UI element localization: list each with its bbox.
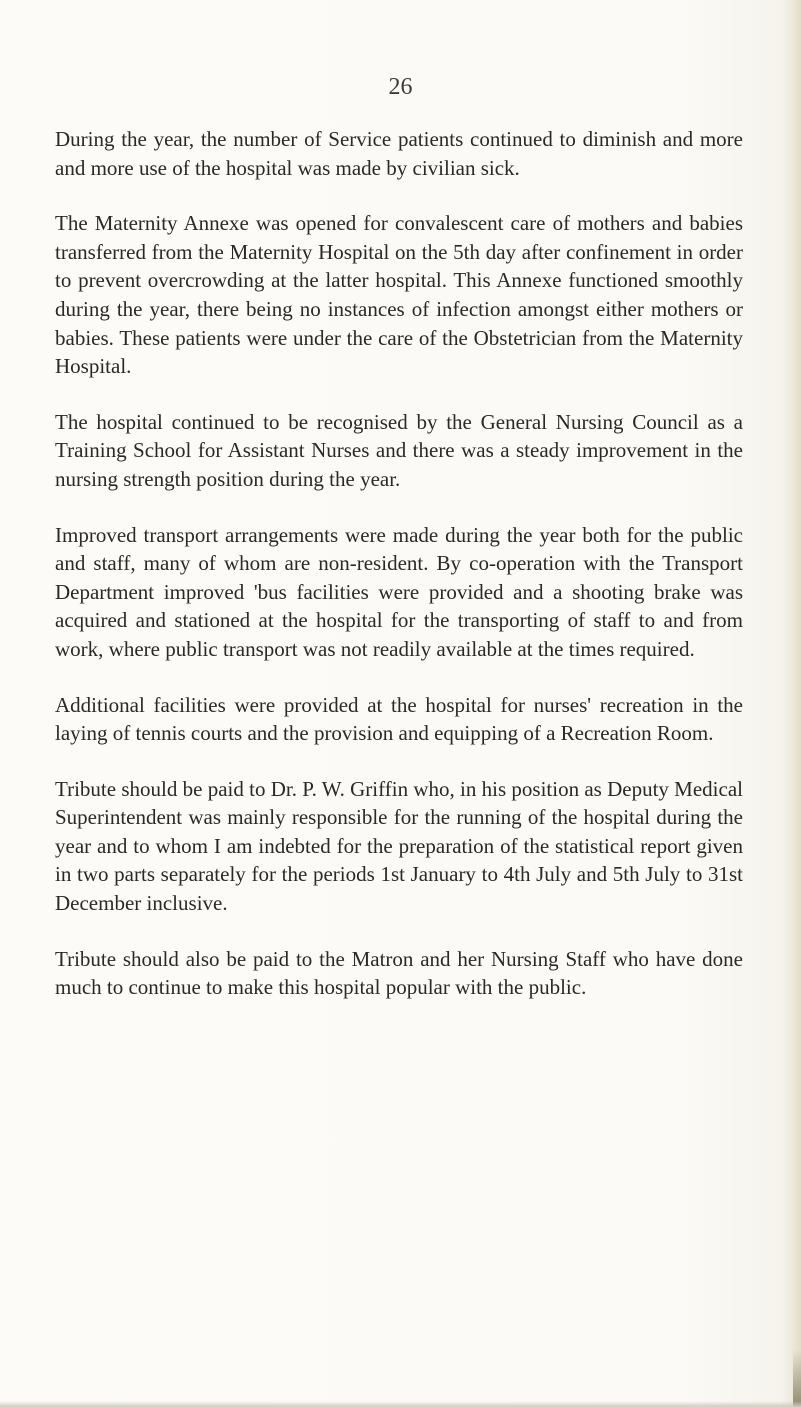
paragraph-nursing-council: The hospital continued to be recognised by the General Nursing Council as a Training School for Assistant Nurses and there was a steady improvement in the nursing strength position during the year. bbox=[55, 409, 743, 491]
page-edge-shadow bbox=[781, 0, 801, 1407]
page-bottom-edge bbox=[0, 1401, 801, 1407]
paragraph-recreation: Additional facilities were provided at the hospital for nurses' recreation in the laying of tennis courts and the provision and equipping of a Recreation Room. bbox=[55, 692, 743, 746]
page-edge-mark bbox=[793, 1350, 801, 1407]
paragraph-maternity-annexe: The Maternity Annexe was opened for convalescent care of mothers and babies transferred from the Maternity Hospital on the 5th day after confinement in order to prevent overcrowding at the latter hospital. This Annexe functioned smoothly during the year, there being no instances of infection amongst either mothers or babies. These patients were under the care of the Obstetrician from the Maternity Hospital. bbox=[55, 211, 743, 379]
paragraph-tribute-matron: Tribute should also be paid to the Matron and her Nursing Staff who have done much to continue to make this hospital popular with the public. bbox=[55, 946, 743, 1000]
page-number: 26 bbox=[388, 74, 413, 100]
paragraph-tribute-griffin: Tribute should be paid to Dr. P. W. Griffin who, in his position as Deputy Medical Superintendent was mainly responsible for the running of the hospital during the year and to whom I am indebted for the preparation of the statistical report given in two parts separately for the periods 1st January to 4th July and 5th July to 31st December inclusive. bbox=[55, 776, 743, 916]
paragraph-service-patients: During the year, the number of Service patients continued to diminish and more and more use of the hospital was made by civilian sick. bbox=[55, 127, 743, 180]
body-text bbox=[55, 125, 743, 1029]
paragraph-transport: Improved transport arrangements were made during the year both for the public and staff, many of whom are non-resident. By co-operation with the Transport Department improved 'bus facilities were provided and a shooting brake was acquired and stationed at the hospital for the transporting of staff to and from work, where public transport was not readily available at the times required. bbox=[55, 522, 743, 661]
